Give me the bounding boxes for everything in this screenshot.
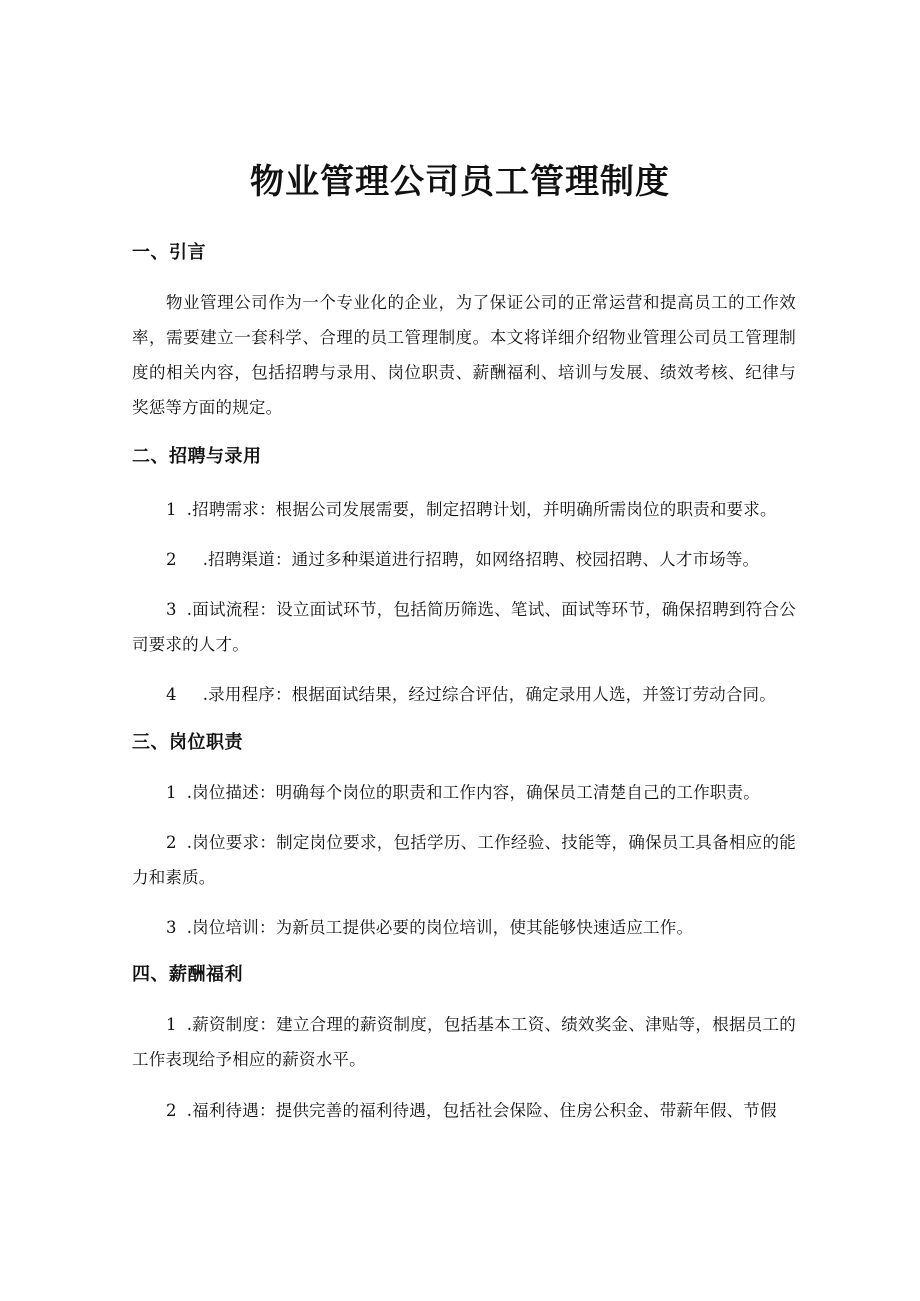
list-item-number: 2	[166, 833, 177, 852]
list-item-text: .岗位培训：为新员工提供必要的岗位培训，使其能够快速适应工作。	[186, 918, 694, 937]
section-paragraph: 物业管理公司作为一个专业化的企业，为了保证公司的正常运营和提高员工的工作效率，需要建立一套科学、合理的员工管理制度。本文将详细介绍物业管理公司员工管理制度的相关内容，包括招聘与录用、岗位职责、薪酬福利、培训与发展、绩效考核、纪律与奖惩等方面的规定。	[132, 293, 796, 417]
list-item-text: .薪资制度：建立合理的薪资制度，包括基本工资、绩效奖金、津贴等，根据员工的工作表现给予相应的薪资水平。	[132, 1015, 796, 1069]
list-item	[132, 677, 796, 712]
list-item	[132, 1093, 796, 1128]
list-item-text: .招聘需求：根据公司发展需要，制定招聘计划，并明确所需岗位的职责和要求。	[186, 500, 777, 519]
section-heading-job-duties: 三、岗位职责	[132, 732, 243, 753]
list-item-text: .面试流程：设立面试环节，包括简历筛选、笔试、面试等环节，确保招聘到符合公司要求的人才。	[132, 600, 796, 654]
list-item-text: .岗位描述：明确每个岗位的职责和工作内容，确保员工清楚自己的工作职责。	[186, 783, 760, 802]
list-item-number: 2	[166, 550, 177, 569]
list-item-number: 1	[166, 1015, 177, 1034]
list-item-text: .录用程序：根据面试结果，经过综合评估，确定录用人选，并签订劳动合同。	[202, 685, 776, 704]
list-item	[132, 592, 796, 662]
list-item-number: 3	[166, 918, 177, 937]
document-title: 物业管理公司员工管理制度	[250, 162, 670, 202]
list-item	[132, 542, 796, 577]
list-item	[132, 825, 796, 895]
list-item-text: .岗位要求：制定岗位要求，包括学历、工作经验、技能等，确保员工具备相应的能力和素质。	[132, 833, 796, 887]
list-item	[132, 910, 796, 945]
list-item-text: .福利待遇：提供完善的福利待遇，包括社会保险、住房公积金、带薪年假、节假	[186, 1101, 777, 1120]
section-heading-compensation: 四、薪酬福利	[132, 964, 243, 985]
list-item-text: .招聘渠道：通过多种渠道进行招聘，如网络招聘、校园招聘、人才市场等。	[202, 550, 760, 569]
list-item	[132, 1007, 796, 1077]
list-item	[132, 492, 796, 527]
list-item	[132, 775, 796, 810]
list-item-number: 1	[166, 783, 177, 802]
list-item-number: 2	[166, 1101, 177, 1120]
list-item-number: 4	[166, 685, 177, 704]
section-heading-introduction: 一、引言	[132, 242, 206, 263]
list-item-number: 1	[166, 500, 177, 519]
list-item-number: 3	[166, 600, 177, 619]
section-heading-recruitment: 二、招聘与录用	[132, 446, 262, 467]
